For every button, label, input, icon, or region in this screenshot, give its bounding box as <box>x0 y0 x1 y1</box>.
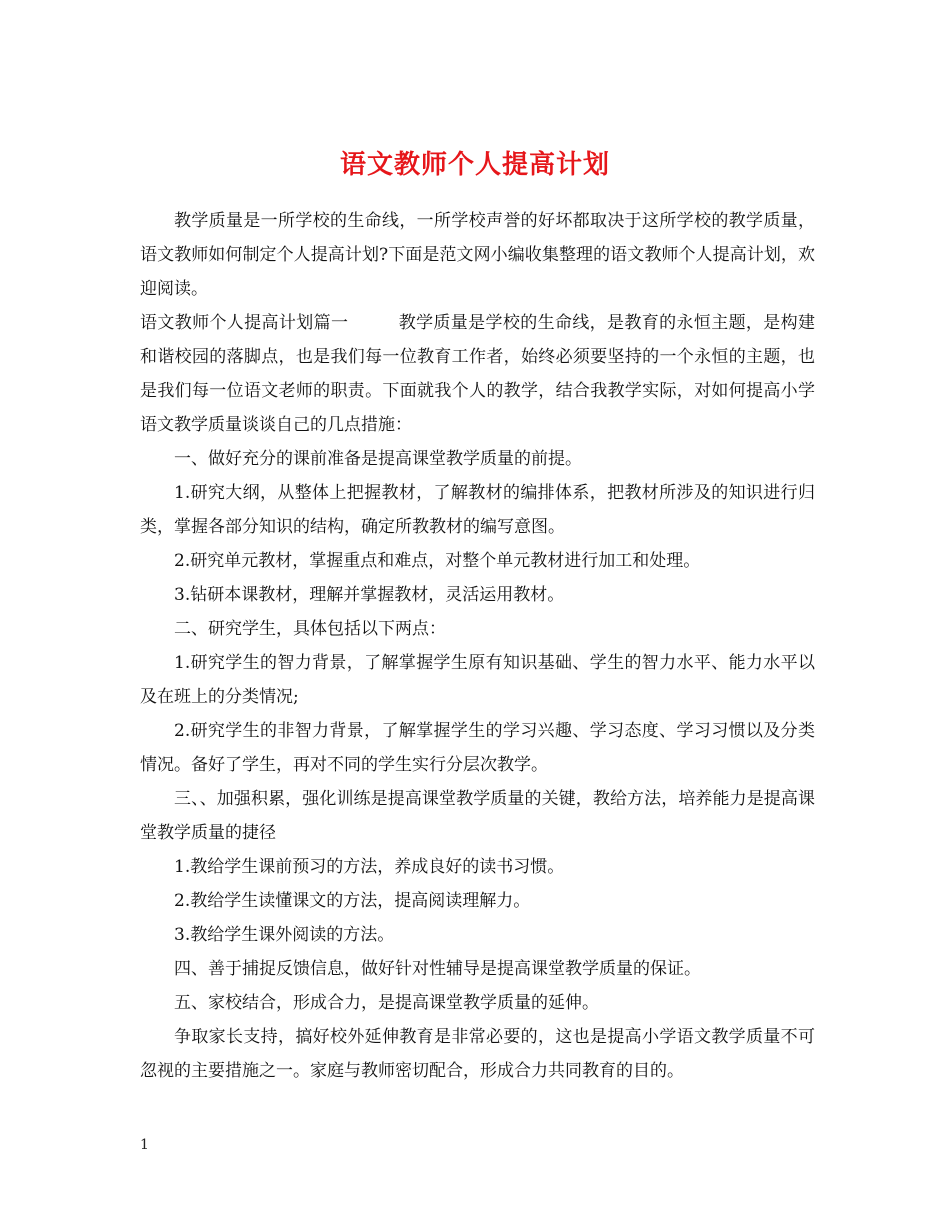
body-paragraph: 五、家校结合，形成合力，是提高课堂教学质量的延伸。 <box>174 993 599 1013</box>
section-paragraph <box>140 306 815 442</box>
body-paragraph: 争取家长支持，搞好校外延伸教育是非常必要的，这也是提高小学语文教学质量不可忽视的主要措施之一。家庭与教师密切配合，形成合力共同教育的目的。 <box>140 1027 815 1081</box>
body-paragraph: 3.钻研本课教材，理解并掌握教材，灵活运用教材。 <box>174 585 565 605</box>
body-paragraph: 四、善于捕捉反馈信息，做好针对性辅导是提高课堂教学质量的保证。 <box>174 959 701 979</box>
body-paragraph: 2.研究单元教材，掌握重点和难点，对整个单元教材进行加工和处理。 <box>174 551 701 571</box>
document-body <box>140 204 815 1088</box>
document-title: 语文教师个人提高计划 <box>339 150 610 181</box>
body-paragraph: 1.研究大纲，从整体上把握教材，了解教材的编排体系，把教材所涉及的知识进行归类，掌握各部分知识的结构，确定所教教材的编写意图。 <box>140 483 815 537</box>
body-paragraph: 2.研究学生的非智力背景，了解掌握学生的学习兴趣、学习态度、学习习惯以及分类情况。备好了学生，再对不同的学生实行分层次教学。 <box>140 721 815 775</box>
body-paragraph: 一、做好充分的课前准备是提高课堂教学质量的前提。 <box>174 449 582 469</box>
body-paragraph: 2.教给学生读懂课文的方法，提高阅读理解力。 <box>174 891 531 911</box>
body-paragraph: 二、研究学生，具体包括以下两点： <box>174 619 446 639</box>
body-paragraph: 1.研究学生的智力背景，了解掌握学生原有知识基础、学生的智力水平、能力水平以及在班上的分类情况; <box>140 653 815 707</box>
section-heading: 语文教师个人提高计划篇一 <box>140 313 349 333</box>
body-paragraph: 3.教给学生课外阅读的方法。 <box>174 925 395 945</box>
body-paragraph: 三、、加强积累，强化训练是提高课堂教学质量的关键，教给方法，培养能力是提高课堂教学质量的捷径 <box>140 789 815 843</box>
page-number: 1 <box>140 1137 149 1153</box>
intro-paragraph: 教学质量是一所学校的生命线，一所学校声誉的好坏都取决于这所学校的教学质量，语文教师如何制定个人提高计划?下面是范文网小编收集整理的语文教师个人提高计划，欢迎阅读。 <box>140 211 815 299</box>
body-paragraph: 1.教给学生课前预习的方法，养成良好的读书习惯。 <box>174 857 565 877</box>
section-lead: 教学质量是学校的生命线，是教育的永恒主题，是构建和谐校园的落脚点，也是我们每一位教育工作者，始终必须要坚持的一个永恒的主题，也是我们每一位语文老师的职责。下面就我个人的教学，结合我教学实际，对如何提高小学语文教学质量谈谈自己的几点措施： <box>140 313 816 435</box>
